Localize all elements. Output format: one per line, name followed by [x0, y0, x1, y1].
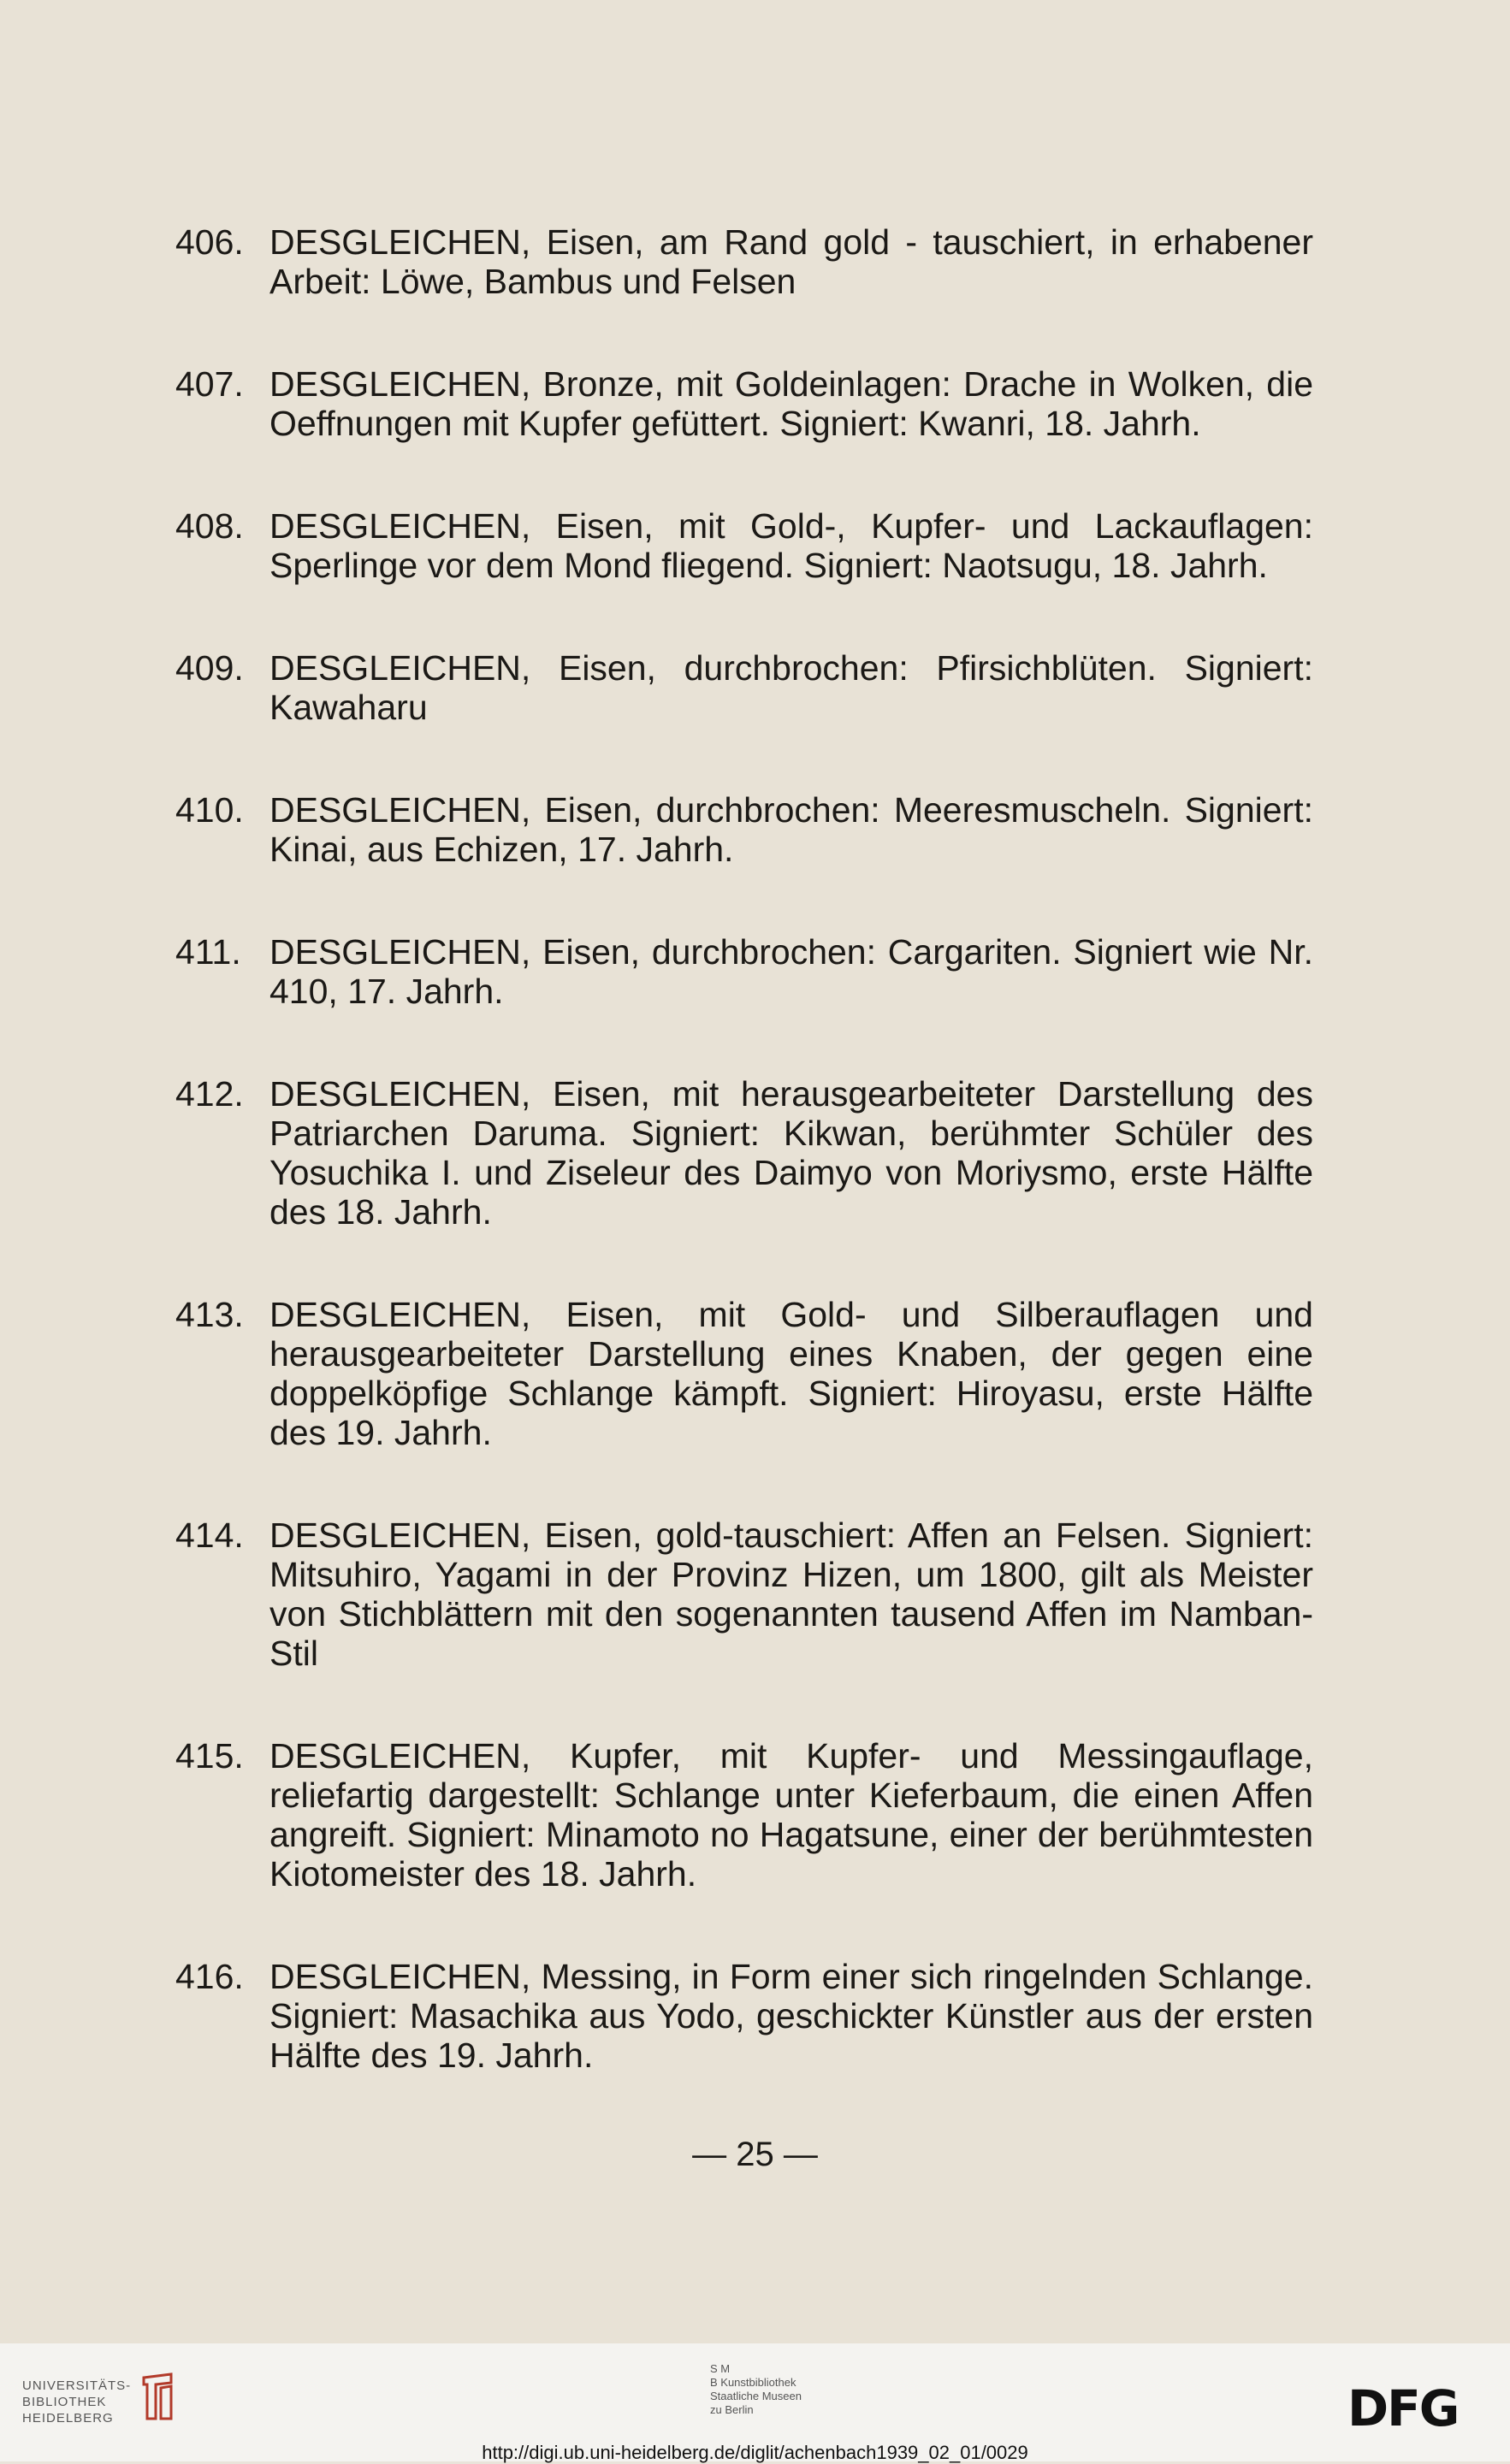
- catalog-entry: [175, 1074, 1313, 1232]
- entry-text: DESGLEICHEN, Messing, in Form einer sich ringelnden Schlange. Signiert: Masachika aus Yodo, geschickter Künstler aus der ersten Hälfte des 19. Jahrh.: [269, 1957, 1313, 2075]
- entry-number: 408.: [175, 506, 244, 546]
- entry-number: 406.: [175, 222, 244, 262]
- entry-number: 416.: [175, 1957, 244, 1996]
- catalog-entry: [175, 222, 1313, 301]
- entry-text: DESGLEICHEN, Eisen, durchbrochen: Cargariten. Signiert wie Nr. 410, 17. Jahrh.: [269, 932, 1313, 1011]
- entry-text: DESGLEICHEN, Eisen, mit Gold- und Silberauflagen und herausgearbeiteter Darstellung eines Knaben, der gegen eine doppelköpfige Schlange kämpft. Signiert: Hiroyasu, erste Hälfte des 19. Jahrh.: [269, 1295, 1313, 1452]
- entry-number: 414.: [175, 1516, 244, 1555]
- entry-text: DESGLEICHEN, Kupfer, mit Kupfer- und Messingauflage, reliefartig dargestellt: Schlange unter Kieferbaum, die einen Affen angreift. Signiert: Minamoto no Hagatsune, einer der berühmtesten Kiotomeister des 18. Jahrh.: [269, 1736, 1313, 1894]
- dfg-logo[interactable]: DFG: [1347, 2379, 1459, 2437]
- catalog-entry: [175, 364, 1313, 443]
- entry-text: DESGLEICHEN, Eisen, mit Gold-, Kupfer- und Lackauflagen: Sperlinge vor dem Mond fliegend. Signiert: Naotsugu, 18. Jahrh.: [269, 506, 1313, 585]
- logo-text-line: zu Berlin: [710, 2403, 754, 2416]
- logo-text-line: S M: [710, 2362, 731, 2375]
- entry-number: 407.: [175, 364, 244, 404]
- catalog-entry: [175, 506, 1313, 585]
- entry-text: DESGLEICHEN, Bronze, mit Goldeinlagen: Drache in Wolken, die Oeffnungen mit Kupfer gefüttert. Signiert: Kwanri, 18. Jahrh.: [269, 364, 1313, 443]
- entry-text: DESGLEICHEN, Eisen, am Rand gold - tauschiert, in erhabener Arbeit: Löwe, Bambus und Felsen: [269, 222, 1313, 301]
- catalog-entry: [175, 1736, 1313, 1894]
- university-library-logo[interactable]: [22, 2378, 131, 2426]
- entry-number: 413.: [175, 1295, 244, 1334]
- entry-text: DESGLEICHEN, Eisen, durchbrochen: Meeresmuscheln. Signiert: Kinai, aus Echizen, 17. Jahrh.: [269, 790, 1313, 869]
- catalog-entry: [175, 790, 1313, 869]
- entry-number: 410.: [175, 790, 244, 830]
- source-url[interactable]: http://digi.ub.uni-heidelberg.de/diglit/achenbach1939_02_01/0029: [482, 2442, 1028, 2463]
- catalog-entry: [175, 932, 1313, 1011]
- entry-text: DESGLEICHEN, Eisen, gold-tauschiert: Affen an Felsen. Signiert: Mitsuhiro, Yagami in der Provinz Hizen, um 1800, gilt als Meister von Stichblättern mit den sogenannten tausend Affen im Namban-Stil: [269, 1516, 1313, 1673]
- entry-number: 409.: [175, 648, 244, 688]
- catalog-entry: [175, 1957, 1313, 2075]
- logo-text-line: HEIDELBERG: [22, 2411, 114, 2426]
- logo-text-line: UNIVERSITÄTS-: [22, 2378, 132, 2393]
- logo-text-line: B Kunstbibliothek: [710, 2376, 796, 2389]
- entry-text: DESGLEICHEN, Eisen, mit herausgearbeiteter Darstellung des Patriarchen Daruma. Signiert: Kikwan, berühmter Schüler des Yosuchika I. und Ziseleur des Daimyo von Moriysmo, erste Hälfte des 18. Jahrh.: [269, 1074, 1313, 1232]
- museum-logo[interactable]: [710, 2362, 802, 2417]
- entry-number: 415.: [175, 1736, 244, 1776]
- university-emblem-icon: [137, 2371, 178, 2422]
- entry-number: 411.: [175, 932, 241, 972]
- catalog-entries: [175, 222, 1313, 2138]
- entry-number: 412.: [175, 1074, 244, 1114]
- logo-text-line: Staatliche Museen: [710, 2390, 802, 2402]
- entry-text: DESGLEICHEN, Eisen, durchbrochen: Pfirsichblüten. Signiert: Kawaharu: [269, 648, 1313, 727]
- logo-text-line: BIBLIOTHEK: [22, 2395, 107, 2409]
- catalog-entry: [175, 1516, 1313, 1673]
- page-number: — 25 —: [692, 2136, 818, 2173]
- catalog-entry: [175, 648, 1313, 727]
- catalog-entry: [175, 1295, 1313, 1452]
